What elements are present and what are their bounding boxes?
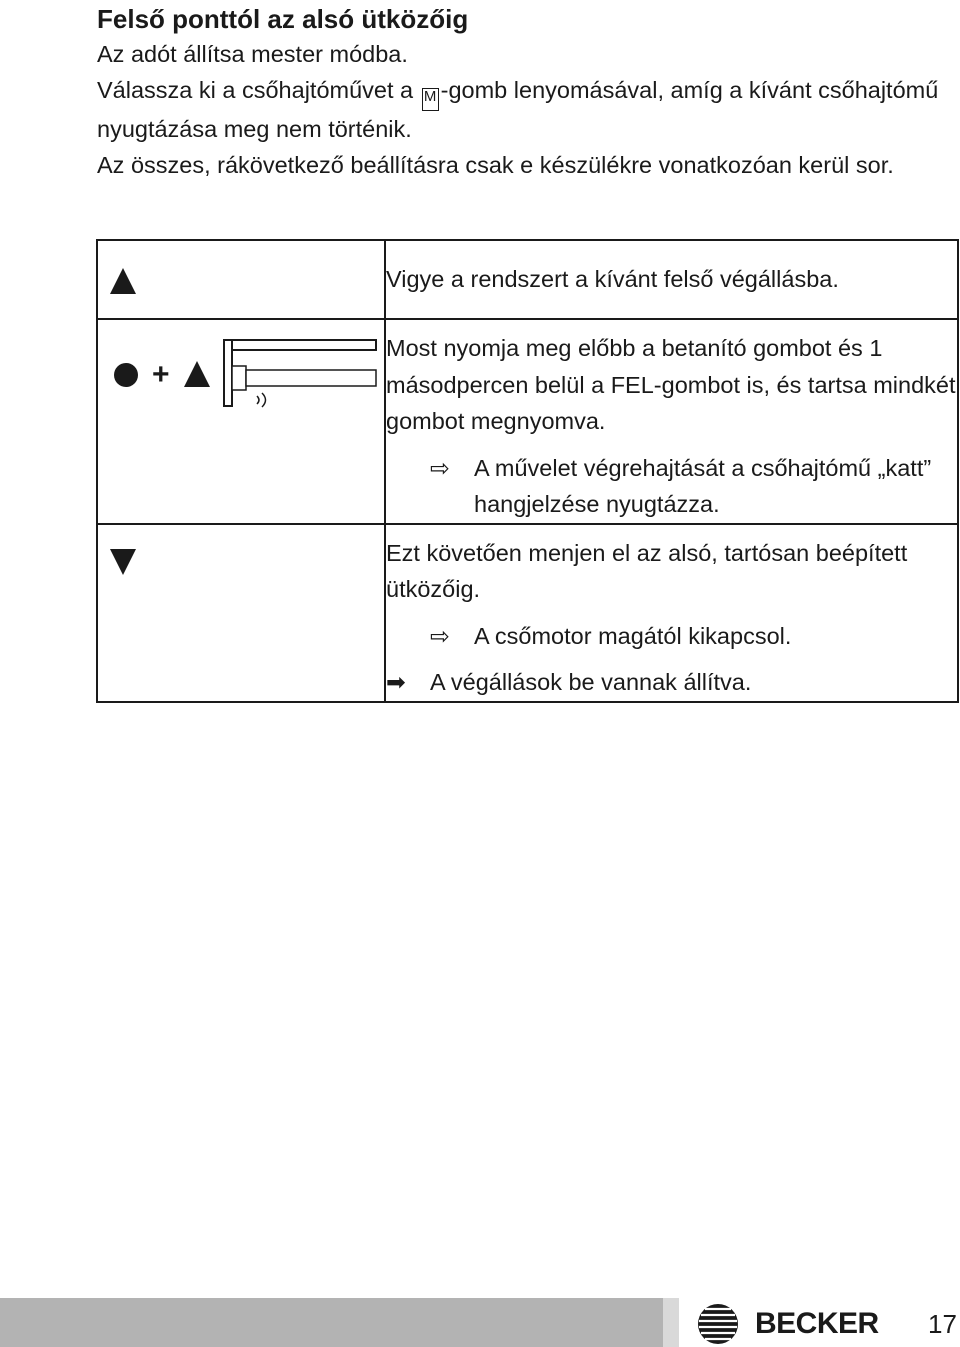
step-1-text: Vigye a rendszert a kívánt felső végállásba. [386,266,839,292]
step-3-text: Ezt követően menjen el az alsó, tartósan beépített ütközőig. [386,539,908,602]
step-2-icon-cell [97,319,385,524]
instruction-scope: Az összes, rákövetkező beállításra csak e készülékre vonatkozóan kerül sor. [97,152,894,178]
footer-bar-end [663,1298,679,1347]
down-triangle-icon [110,549,136,575]
step-2-text: Most nyomja meg előbb a betanító gombot és 1 másodpercen belül a FEL-gombot is, és tartsa mindkét gombot megnyomva. [386,335,956,434]
up-triangle-icon [184,361,210,387]
step-row-3 [97,524,958,702]
intro-section [97,2,947,183]
page-number: 17 [928,1309,957,1339]
step-1-icon-cell [97,240,385,319]
select-motor-text-a: Válassza ki a csőhajtóművet a [97,77,420,103]
up-triangle-icon [110,268,136,294]
step-2-note-text: A művelet végrehajtását a csőhajtómű „katt” hangjelzése nyugtázza. [474,454,932,517]
step-3-text-cell [385,524,958,702]
learn-button-dot-icon [114,363,138,387]
section-heading: Felső ponttól az alsó ütközőig [97,4,469,34]
instruction-master-mode: Az adót állítsa mester módba. [97,41,408,67]
footer-bar [0,1298,663,1347]
becker-logo-icon [697,1303,739,1345]
steps-table [96,239,959,703]
tubular-motor-icon [222,338,380,410]
hollow-arrow-icon: ⇨ [430,622,450,649]
step-1-text-cell [385,240,958,319]
step-3-icon-cell [97,524,385,702]
brand-name: BECKER [755,1307,879,1340]
plus-sign: + [152,358,170,391]
m-key-icon: M [422,88,439,111]
solid-arrow-icon: ➡ [386,669,406,695]
step-3-result-text: A végállások be vannak állítva. [430,669,752,695]
step-2-note [386,450,957,523]
step-row-2 [97,319,958,524]
step-2-text-cell [385,319,958,524]
instruction-select-motor [97,72,947,147]
step-3-note [386,618,957,655]
select-motor-text-b: -gomb lenyomásával, amíg a kívánt csőhajtómű nyugtázása meg nem történik. [97,77,939,142]
step-row-1 [97,240,958,319]
step-3-result [386,664,957,701]
hollow-arrow-icon: ⇨ [430,454,450,481]
step-3-note-text: A csőmotor magától kikapcsol. [474,622,792,649]
